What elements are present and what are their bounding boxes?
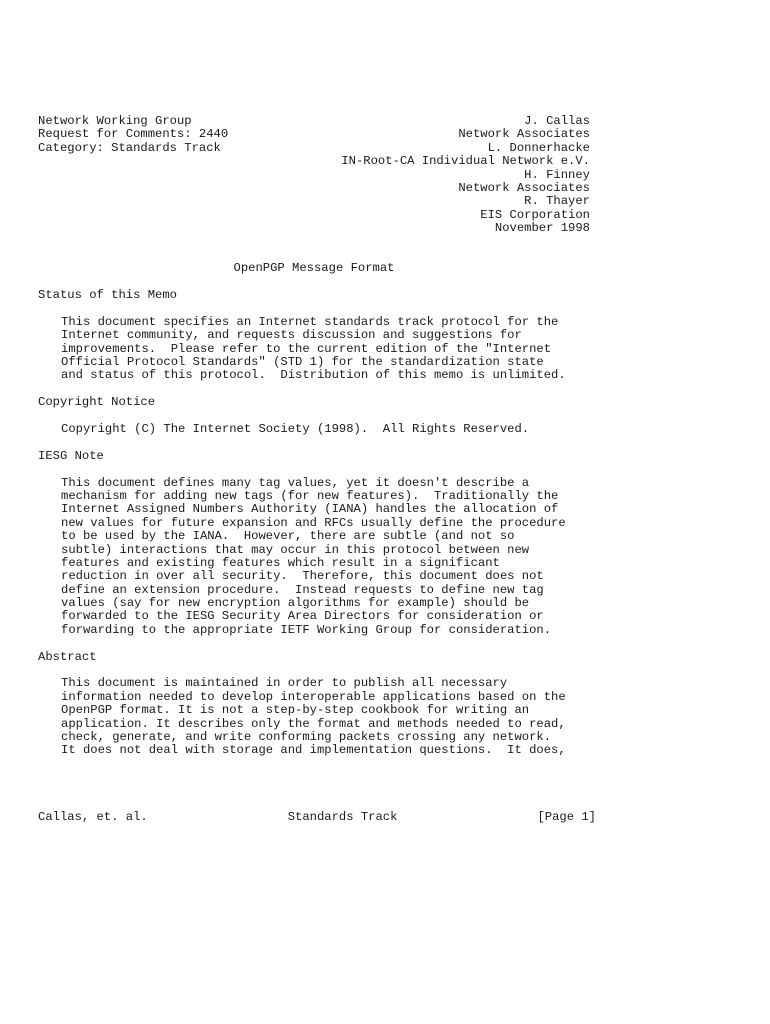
section-heading-copyright: Copyright Notice [38,395,156,410]
footer-authors: Callas, et. al. [38,810,148,825]
body-line: Official Protocol Standards" (STD 1) for the standardization state [61,355,544,370]
header-left-line: Request for Comments: 2440 [38,127,229,142]
body-line: reduction in over all security. Therefore, this document does not [61,569,544,584]
header-row [38,142,590,155]
body-line: It does not deal with storage and implementation questions. It does, [61,743,566,758]
header-right-line: J. Callas [524,114,590,128]
body-line: features and existing features which result in a significant [61,555,500,570]
body-line: to be used by the IANA. However, there are subtle (and not so [61,529,515,544]
header-right-line: R. Thayer [524,194,590,209]
body-line: Internet community, and requests discussion and suggestions for [61,328,522,343]
header-row [38,128,590,141]
header-right-line: L. Donnerhacke [487,140,590,155]
rfc-page [38,115,738,825]
body-line: information needed to develop interoperable applications based on the [61,689,566,704]
body-line: and status of this protocol. Distribution of this memo is unlimited. [61,368,566,383]
body-line: OpenPGP format. It is not a step-by-step cookbook for writing an [61,703,530,718]
section-body-abstract [61,677,738,757]
page-footer [38,811,596,824]
body-line: values (say for new encryption algorithms for example) should be [61,596,530,611]
footer-page-number: [Page 1] [537,810,596,825]
body-line: Internet Assigned Numbers Authority (IANA) handles the allocation of [61,502,559,517]
body-line: Copyright (C) The Internet Society (1998). All Rights Reserved. [61,421,530,436]
section-body-iesg-note [61,477,738,638]
body-line: mechanism for adding new tags (for new features). Traditionally the [61,488,559,503]
header-right-line: H. Finney [524,167,590,182]
header-row [38,115,590,128]
section-heading-iesg-note: IESG Note [38,448,104,463]
header-left-line: Network Working Group [38,114,192,128]
body-line: forwarding to the appropriate IETF Working Group for consideration. [61,622,552,637]
document-title: OpenPGP Message Format [233,261,395,276]
body-line: subtle) interactions that may occur in this protocol between new [61,542,530,557]
section-body-status [61,316,738,383]
body-line: improvements. Please refer to the current edition of the "Internet [61,341,552,356]
body-line: forwarded to the IESG Security Area Directors for consideration or [61,609,544,624]
header-date: November 1998 [494,221,590,236]
header-right-line: IN-Root-CA Individual Network e.V. [341,154,590,169]
body-line: define an extension procedure. Instead requests to define new tag [61,582,544,597]
header-left-line: Category: Standards Track [38,140,221,155]
header-right-line: Network Associates [458,127,590,142]
body-line: This document defines many tag values, yet it doesn't describe a [61,475,530,490]
header-right-line: Network Associates [458,180,590,195]
body-line: application. It describes only the format and methods needed to read, [61,716,566,731]
body-line: check, generate, and write conforming packets crossing any network. [61,729,552,744]
header-right-line: EIS Corporation [480,207,590,222]
body-line: new values for future expansion and RFCs usually define the procedure [61,515,566,530]
section-body-copyright [61,423,738,436]
body-line: This document is maintained in order to publish all necessary [61,676,508,691]
body-line: This document specifies an Internet standards track protocol for the [61,314,559,329]
section-heading-abstract: Abstract [38,649,97,664]
footer-category: Standards Track [287,810,398,825]
section-heading-status: Status of this Memo [38,288,177,303]
